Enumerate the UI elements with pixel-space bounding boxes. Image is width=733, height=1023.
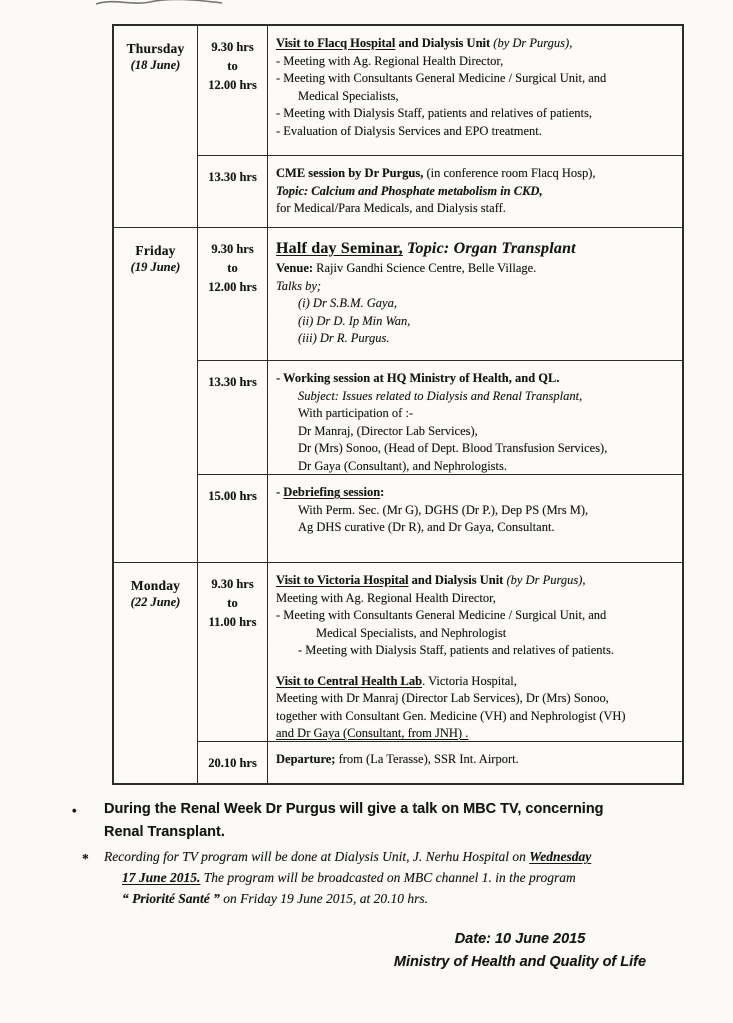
day-cell (114, 563, 198, 783)
text-segment: - (276, 485, 284, 499)
description-cell (268, 156, 682, 227)
text-line (276, 572, 676, 590)
text-segment: Half day Seminar, (276, 240, 403, 257)
text-line (276, 165, 676, 183)
day-cell (114, 26, 198, 227)
text-line (276, 673, 676, 691)
text-segment: Visit to Victoria Hospital (276, 573, 409, 587)
time-cell (198, 361, 268, 474)
signoff-block (360, 928, 680, 974)
sessions-column (198, 228, 682, 562)
time-line: 9.30 hrs (211, 242, 254, 256)
time-cell (198, 563, 268, 741)
time-line: 13.30 hrs (208, 375, 257, 389)
time-line: 11.00 hrs (208, 615, 257, 629)
text-segment: from (La Terasse), SSR Int. Airport. (335, 752, 519, 766)
text-segment: Dr (Mrs) Sonoo, (Head of Dept. Blood Transfusion Services), (298, 441, 608, 455)
text-segment: for Medical/Para Medicals, and Dialysis staff. (276, 201, 506, 215)
text-segment: Meeting with Dr Manraj (Director Lab Services), Dr (Mrs) Sonoo, (276, 691, 609, 705)
time-line: to (227, 59, 238, 73)
time-line: 9.30 hrs (211, 40, 254, 54)
text-line (276, 313, 676, 331)
text-line (276, 237, 676, 260)
time-line: 12.00 hrs (208, 280, 257, 294)
text-segment: The program will be broadcasted on MBC channel 1. in the program (200, 870, 576, 885)
text-segment: Departure; (276, 752, 336, 766)
time-line: 15.00 hrs (208, 489, 257, 503)
text-line (104, 867, 591, 888)
text-line (276, 458, 676, 475)
text-segment: from JNH (407, 726, 458, 740)
day-date: (22 June) (130, 595, 181, 609)
tv-talk-text (104, 798, 604, 844)
day-label: Monday (130, 578, 181, 593)
day-date: (19 June) (130, 260, 181, 274)
text-segment: Ag DHS curative (Dr R), and Dr Gaya, Consultant. (298, 520, 555, 534)
text-line (276, 423, 676, 441)
recording-footnote-text (104, 846, 591, 909)
text-segment: Talks by; (276, 278, 322, 293)
text-segment: 17 June 2015. (122, 870, 201, 885)
time-cell (198, 475, 268, 562)
text-line (276, 260, 676, 278)
text-line (276, 295, 676, 313)
text-line (276, 751, 676, 769)
text-line (276, 642, 676, 660)
text-line (276, 330, 676, 348)
text-line: Renal Transplant. (104, 824, 225, 840)
text-segment: Debriefing session (283, 485, 381, 499)
time-line: to (227, 596, 238, 610)
text-segment: Medical Specialists, (298, 88, 399, 103)
text-line (104, 888, 591, 909)
text-line (276, 278, 676, 296)
text-line (276, 183, 676, 201)
text-segment: Meeting with Ag. Regional Health Director, (276, 590, 496, 605)
text-segment: - Meeting with Dialysis Staff, patients and relatives of patients. (298, 643, 615, 657)
text-segment: . Victoria Hospital, (422, 673, 517, 688)
description-cell (268, 475, 682, 562)
text-segment: on Friday 19 June 2015, at 20.10 hrs. (219, 891, 429, 906)
session-row (198, 474, 682, 562)
text-line (276, 70, 676, 88)
time-cell (198, 26, 268, 155)
text-line (276, 388, 676, 406)
description-cell (268, 563, 682, 741)
session-row (198, 360, 682, 474)
description-cell (268, 742, 682, 783)
text-line (276, 370, 676, 388)
text-line (276, 105, 676, 123)
text-segment: - Working session at HQ Ministry of Health, and QL. (276, 371, 560, 385)
text-segment: Venue: (276, 261, 314, 275)
text-line (276, 35, 676, 53)
text-segment: (in conference room Flacq Hosp), (423, 166, 596, 180)
text-line: During the Renal Week Dr Purgus will give a talk on MBC TV, concerning (104, 801, 604, 817)
text-segment: Topic: Organ Transplant (402, 240, 576, 257)
day-group (114, 227, 682, 562)
text-segment: Rajiv Gandhi Science Centre, Belle Village. (313, 261, 537, 275)
text-segment: (ii) Dr D. Ip Min Wan, (298, 313, 411, 328)
day-label: Friday (135, 243, 176, 258)
time-line: 12.00 hrs (208, 78, 257, 92)
text-line (276, 200, 676, 218)
text-segment: (by Dr Purgus), (493, 36, 573, 50)
text-line (276, 708, 676, 726)
description-cell (268, 26, 682, 155)
time-line: 20.10 hrs (208, 756, 257, 770)
text-segment: ) . (457, 726, 469, 740)
text-segment: Wednesday (529, 849, 592, 864)
tv-talk-note (72, 798, 604, 844)
text-segment: and Dialysis Unit (408, 573, 507, 587)
sessions-column (198, 563, 682, 783)
text-segment: Medical Specialists, and Nephrologist (316, 625, 507, 640)
text-line (276, 607, 676, 625)
signoff-date: Date: 10 June 2015 (454, 931, 586, 947)
text-segment: With participation of :- (298, 406, 414, 420)
text-line (276, 405, 676, 423)
session-row (198, 26, 682, 155)
text-segment: - Meeting with Dialysis Staff, patients and relatives of patients, (276, 106, 593, 120)
bullet-icon: • (72, 803, 77, 818)
text-segment: (i) Dr S.B.M. Gaya, (298, 296, 397, 310)
text-line (276, 625, 676, 643)
text-segment: - Meeting with Consultants General Medicine / Surgical Unit, and (276, 71, 607, 85)
text-segment: Subject: Issues related to Dialysis and Renal Transplant, (298, 388, 583, 403)
schedule-table (112, 24, 684, 785)
asterisk-icon: * (82, 851, 89, 866)
text-line (276, 53, 676, 71)
text-segment: With Perm. Sec. (Mr G), DGHS (Dr P.), Dep PS (Mrs M), (298, 502, 589, 517)
time-cell (198, 742, 268, 783)
text-segment: : (380, 485, 385, 499)
time-cell (198, 228, 268, 360)
text-segment: and Dr Gaya (Consultant, (276, 726, 408, 740)
text-segment: (by Dr Purgus), (506, 573, 586, 587)
session-row (198, 741, 682, 783)
session-row (198, 155, 682, 227)
text-line (276, 88, 676, 106)
text-line (276, 502, 676, 520)
text-line (104, 846, 591, 867)
text-line (276, 725, 676, 741)
session-row (198, 563, 682, 741)
day-group (114, 26, 682, 227)
text-line (276, 590, 676, 608)
text-segment: Dr Gaya (Consultant), and Nephrologists. (298, 458, 507, 473)
description-cell (268, 228, 682, 360)
day-cell (114, 228, 198, 562)
day-date: (18 June) (130, 58, 181, 72)
text-line (276, 484, 676, 502)
text-segment: “ Priorité Santé ” (122, 891, 220, 906)
session-row (198, 228, 682, 360)
time-line: 9.30 hrs (211, 577, 254, 591)
day-label: Thursday (126, 41, 185, 56)
text-line (276, 123, 676, 141)
text-segment: Topic: Calcium and Phosphate metabolism in CKD, (276, 183, 543, 198)
text-segment: Recording for TV program will be done at Dialysis Unit, J. Nerhu Hospital on (104, 849, 530, 864)
text-line (276, 519, 676, 537)
day-group (114, 562, 682, 783)
text-line (276, 440, 676, 458)
time-cell (198, 156, 268, 227)
text-segment: - Meeting with Consultants General Medicine / Surgical Unit, and (276, 608, 607, 622)
scan-squiggle-mark (94, 0, 224, 8)
recording-footnote (82, 846, 591, 909)
text-segment: - Evaluation of Dialysis Services and EPO treatment. (276, 123, 542, 138)
text-segment: Visit to Central Health Lab (276, 673, 423, 688)
text-segment: Visit to Flacq Hospital (276, 36, 396, 50)
time-line: 13.30 hrs (208, 170, 257, 184)
text-segment: and Dialysis Unit (395, 36, 494, 50)
text-segment: (iii) Dr R. Purgus. (298, 331, 390, 345)
sessions-column (198, 26, 682, 227)
text-segment: - Meeting with Ag. Regional Health Director, (276, 53, 504, 68)
text-line (276, 690, 676, 708)
text-segment: Dr Manraj, (Director Lab Services), (298, 423, 478, 438)
description-cell (268, 361, 682, 474)
text-segment: together with Consultant Gen. Medicine (VH) and Nephrologist (VH) (276, 708, 626, 723)
signoff-ministry: Ministry of Health and Quality of Life (393, 954, 647, 970)
time-line: to (227, 261, 238, 275)
text-segment: CME session by Dr Purgus, (276, 166, 424, 180)
